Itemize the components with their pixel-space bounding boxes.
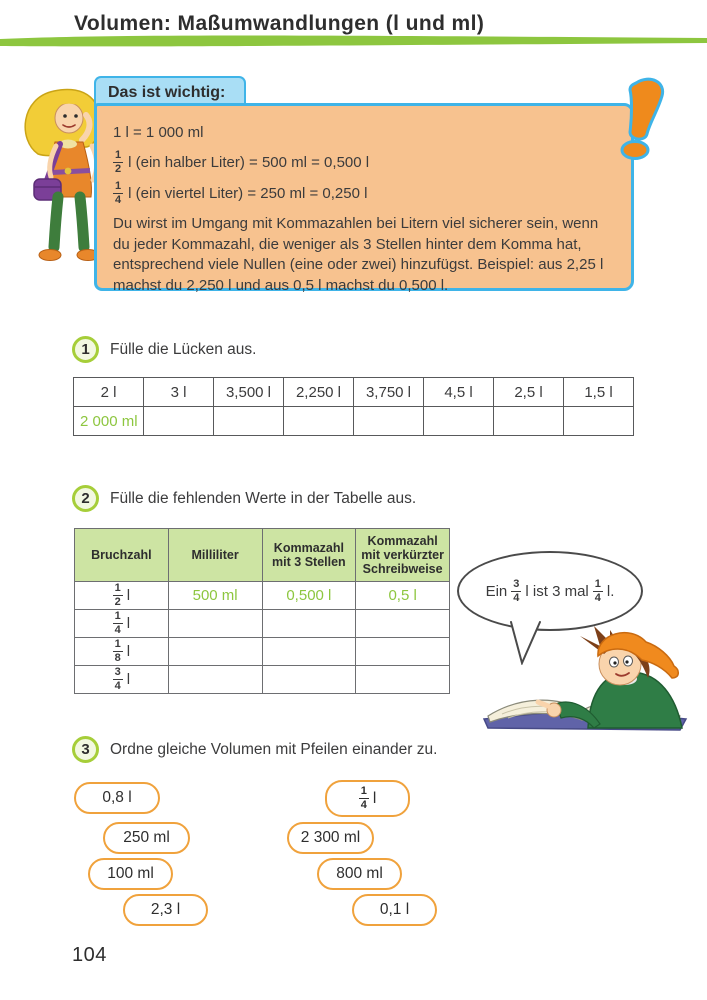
column-header: Milliliter <box>168 529 262 582</box>
answer-cell: 2 000 ml <box>74 407 144 436</box>
exercise1-title: Fülle die Lücken aus. <box>110 341 257 358</box>
blank-answer-cell <box>168 638 262 666</box>
infobox-line-3 <box>113 181 613 206</box>
infobox-line-2 <box>113 150 613 175</box>
blank-answer-cell <box>168 610 262 638</box>
blank-answer-cell <box>354 407 424 436</box>
blank-answer-cell <box>144 407 214 436</box>
table-cell: 2,250 l <box>284 378 354 407</box>
table-row <box>75 582 450 610</box>
blank-answer-cell <box>564 407 634 436</box>
blank-answer-cell <box>168 666 262 694</box>
column-header: Kommazahl mit verkürzter Schreibweise <box>356 529 450 582</box>
exercise2-table <box>74 528 450 694</box>
blank-answer-cell <box>262 610 356 638</box>
blank-answer-cell <box>214 407 284 436</box>
table-cell: 3 l <box>144 378 214 407</box>
volume-pill-100ml: 100 ml <box>88 858 173 890</box>
blank-answer-cell <box>356 638 450 666</box>
fraction-one-half: $\frac{1}{2}$ <box>115 149 122 175</box>
column-header: Bruchzahl <box>75 529 169 582</box>
exercise1-table <box>73 377 634 436</box>
exercise1-number-badge: 1 <box>72 336 99 363</box>
infobox-line-1 <box>113 122 613 144</box>
blank-answer-cell <box>262 666 356 694</box>
speech-bubble-tail <box>508 621 544 665</box>
table-row <box>74 407 634 436</box>
blank-answer-cell <box>494 407 564 436</box>
volume-pill-quarter-l: $\frac{1}{4}$ l <box>325 780 410 817</box>
exercise3-number-badge: 3 <box>72 736 99 763</box>
table-cell: 4,5 l <box>424 378 494 407</box>
infobox-paragraph: Du wirst im Umgang mit Kommazahlen bei Litern viel sicherer sein, wenn du jeder Kommazahl, die weniger als 3 Stellen hinter dem Komma hat, entsprechend viele Nullen (eine oder zwei) hinzufügst. Beispiel: aus 2,25 l machst du 2,250 l und aus 0,5 l machst du 0,500 l. <box>113 215 604 294</box>
blank-answer-cell <box>424 407 494 436</box>
table-cell: 2,5 l <box>494 378 564 407</box>
table-header-row <box>75 529 450 582</box>
volume-pill-800ml: 800 ml <box>317 858 402 890</box>
volume-pill-2-3l: 2,3 l <box>123 894 208 926</box>
blank-answer-cell <box>262 638 356 666</box>
fraction-three-quarters: $\frac{3}{4}$ <box>513 577 520 604</box>
volume-pill-0-8l: 0,8 l <box>74 782 160 814</box>
fraction-one-quarter: $\frac{1}{4}$ <box>594 577 601 604</box>
infobox-line1-text: 1 l = 1 000 ml <box>113 124 204 141</box>
table-cell: 1,5 l <box>564 378 634 407</box>
infobox-body <box>94 103 634 294</box>
infobox-line3-text: l (ein viertel Liter) = 250 ml = 0,250 l <box>128 184 368 202</box>
speech-bubble: Ein $\frac{3}{4}$ l ist 3 mal $\frac{1}{4}$ l. <box>457 551 643 631</box>
fraction-cell: $\frac{3}{4}$ l <box>75 666 169 694</box>
fraction-one-quarter: $\frac{1}{4}$ <box>360 785 367 811</box>
table-cell: 3,750 l <box>354 378 424 407</box>
column-header: Kommazahl mit 3 Stellen <box>262 529 356 582</box>
answer-cell: 0,5 l <box>356 582 450 610</box>
exercise3-title: Ordne gleiche Volumen mit Pfeilen einander zu. <box>110 741 438 758</box>
infobox-header-label: Das ist wichtig: <box>108 83 226 101</box>
boy-reading-illustration <box>468 622 707 740</box>
fraction-one-quarter: $\frac{1}{4}$ <box>115 180 122 206</box>
table-row <box>75 610 450 638</box>
table-cell: 3,500 l <box>214 378 284 407</box>
volume-pill-0-1l: 0,1 l <box>352 894 437 926</box>
exclamation-icon <box>606 76 690 168</box>
table-row <box>74 378 634 407</box>
answer-cell: 500 ml <box>168 582 262 610</box>
blank-answer-cell <box>284 407 354 436</box>
exercise2-number-badge: 2 <box>72 485 99 512</box>
table-row <box>75 666 450 694</box>
title-underline-stroke <box>0 34 707 50</box>
fraction-cell: $\frac{1}{2}$ l <box>75 582 169 610</box>
exercise2-title: Fülle die fehlenden Werte in der Tabelle aus. <box>110 490 417 507</box>
page-number: 104 <box>72 944 107 966</box>
answer-cell: 0,500 l <box>262 582 356 610</box>
blank-answer-cell <box>356 610 450 638</box>
infobox-line2-text: l (ein halber Liter) = 500 ml = 0,500 l <box>128 153 370 171</box>
volume-pill-250ml: 250 ml <box>103 822 190 854</box>
fraction-cell: $\frac{1}{4}$ l <box>75 610 169 638</box>
page-title: Volumen: Maßumwandlungen (l und ml) <box>74 12 485 35</box>
volume-pill-2300ml: 2 300 ml <box>287 822 374 854</box>
table-cell: 2 l <box>74 378 144 407</box>
fraction-cell: $\frac{1}{8}$ l <box>75 638 169 666</box>
table-row <box>75 638 450 666</box>
blank-answer-cell <box>356 666 450 694</box>
